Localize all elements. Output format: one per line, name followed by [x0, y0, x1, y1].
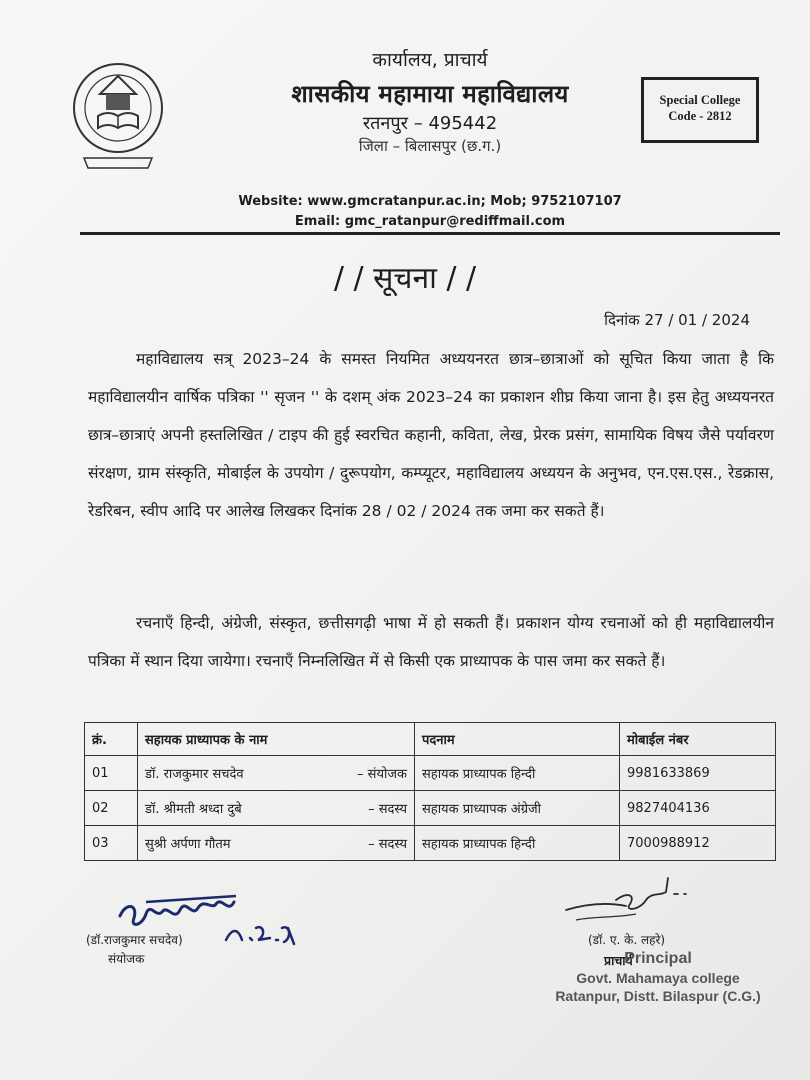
principal-name: (डॉ. ए. के. लहरे): [588, 933, 666, 947]
cell-name: [138, 756, 415, 791]
convener-role: संयोजक: [108, 952, 145, 966]
notice-paragraph-2: रचनाएँ हिन्दी, अंग्रेजी, संस्कृत, छत्तीसगढ़ी भाषा में हो सकती हैं। प्रकाशन योग्य रचनाओं को ही महाविद्यालयीन पत्रिका में स्थान दिया जायेगा। रचनाएँ निम्नलिखित में से किसी एक प्राध्यापक के पास जमा कर सकते हैं।: [88, 614, 774, 670]
email-line: Email: gmc_ratanpur@rediffmail.com: [294, 214, 566, 229]
principal-role: प्राचार्य: [604, 953, 633, 968]
convener-name: (डॉ.राजकुमार सचदेव): [86, 933, 183, 947]
faculty-name: सुश्री अर्पणा गौतम: [145, 837, 231, 852]
cell-mobile: 9981633869: [620, 756, 776, 791]
table-row: [85, 756, 776, 791]
cell-name: [138, 826, 415, 861]
cell-serial: 03: [85, 826, 138, 861]
code-label: Special College: [659, 93, 741, 107]
table-header-row: [85, 723, 776, 756]
district: जिला – बिलासपुर (छ.ग.): [358, 137, 502, 155]
header-name: सहायक प्राध्यापक के नाम: [138, 723, 415, 756]
table-row: [85, 791, 776, 826]
faculty-table: [84, 722, 776, 861]
faculty-name: डॉ. राजकुमार सचदेव: [145, 767, 244, 782]
cell-mobile: 9827404136: [620, 791, 776, 826]
header-mobile: मोबाईल नंबर: [620, 723, 776, 756]
notice-date: दिनांक 27 / 01 / 2024: [604, 311, 750, 329]
faculty-role: – संयोजक: [357, 767, 407, 782]
faculty-role: – सदस्य: [368, 802, 407, 817]
cell-serial: 01: [85, 756, 138, 791]
faculty-role: – सदस्य: [368, 837, 407, 852]
town-pin: रतनपुर – 495442: [362, 113, 498, 134]
code-value: Code - 2812: [668, 109, 732, 123]
cell-mobile: 7000988912: [620, 826, 776, 861]
header-designation: पदनाम: [415, 723, 620, 756]
notice-title: / / सूचना / /: [333, 261, 477, 296]
special-college-code-box: [641, 77, 759, 143]
cell-name: [138, 791, 415, 826]
website-line: Website: www.gmcratanpur.ac.in; Mob; 9752107107: [238, 194, 622, 209]
cell-serial: 02: [85, 791, 138, 826]
college-seal-logo: [70, 58, 166, 176]
principal-stamp-college: Govt. Mahamaya college: [576, 970, 740, 986]
cell-designation: सहायक प्राध्यापक हिन्दी: [415, 756, 620, 791]
cell-designation: सहायक प्राध्यापक अंग्रेजी: [415, 791, 620, 826]
principal-stamp-title: Principal: [624, 950, 692, 967]
notice-paragraph-1: महाविद्यालय सत्र् 2023–24 के समस्त नियमित अध्ययनरत छात्र–छात्राओं को सूचित किया जाता है कि महाविद्यालयीन वार्षिक पत्रिका '' सृजन '' के दशम् अंक 2023–24 का प्रकाशन शीघ्र किया जाना है। इस हेतु अध्ययनरत छात्र–छात्राएं अपनी हस्तलिखित / टाइप की हुई स्वरचित कहानी, कविता, लेख, प्रेरक प्रसंग, सामायिक विषय जैसे पर्यावरण संरक्षण, ग्राम संस्कृति, मोबाईल के उपयोग / दुरूपयोग, कम्प्यूटर, महाविद्यालय अध्ययन के अनुभव, एन.एस.एस., रेडक्रास, रेडरिबन, स्वीप आदि पर आलेख लिखकर दिनांक 28 / 02 / 2024 तक जमा कर सकते हैं।: [88, 350, 774, 520]
principal-handwritten-signature: [556, 870, 716, 930]
header-serial: क्रं.: [85, 723, 138, 756]
principal-stamp-address: Ratanpur, Distt. Bilaspur (C.G.): [555, 988, 761, 1004]
faculty-name: डॉ. श्रीमती श्रध्दा दुबे: [145, 802, 242, 817]
college-name: शासकीय महामाया महाविद्यालय: [291, 80, 569, 108]
header-divider: [80, 232, 780, 235]
cell-designation: सहायक प्राध्यापक हिन्दी: [415, 826, 620, 861]
table-row: [85, 826, 776, 861]
office-heading: कार्यालय, प्राचार्य: [372, 49, 488, 71]
